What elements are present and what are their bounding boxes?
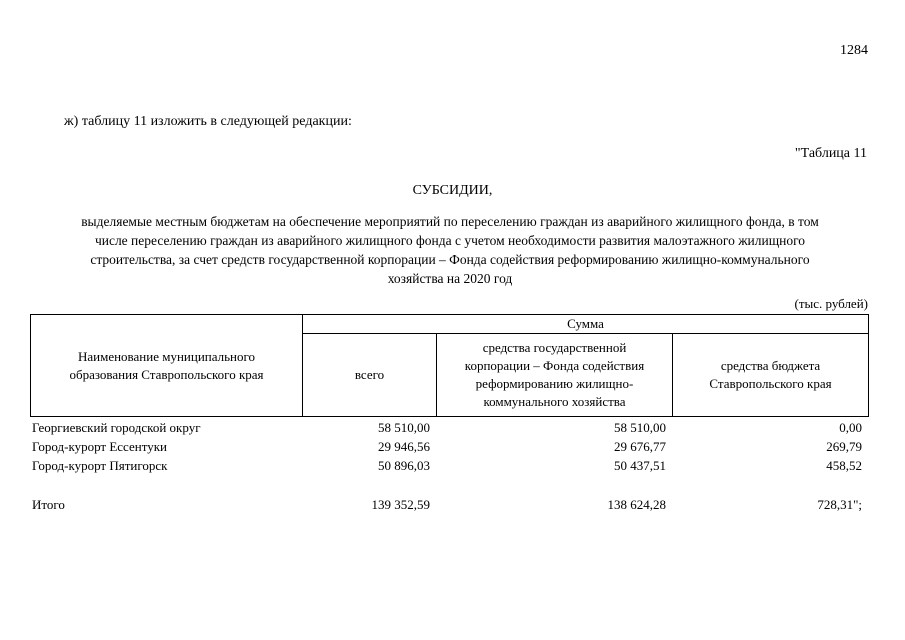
row-fund: 29 676,77 [614,439,666,454]
total-row-fund: 138 624,28 [607,497,666,512]
header-municipality-line: образования Ставропольского края [69,366,264,382]
instruction-text: ж) таблицу 11 изложить в следующей редакции: [64,114,352,129]
document-title: СУБСИДИИ, [412,183,493,198]
row-spacer [30,475,868,495]
header-total: всего [303,334,437,417]
table-row [30,418,868,437]
subtitle-line: числе переселению граждан из аварийного жилищного фонда с учетом необходимости развития малоэтажного жилищного [94,233,806,248]
header-fund [437,334,673,417]
total-row-budget: 728,31"; [817,497,862,512]
subtitle-line: строительства, за счет средств государственной корпорации – Фонда содействия реформированию жилищно-коммунального [90,252,810,267]
header-fund-line: реформированию жилищно- [475,376,634,391]
subsidies-table-header [30,314,869,417]
header-budget-line: Ставропольского края [709,376,832,391]
table-row [30,456,868,475]
header-budget-line: средства бюджета [720,358,821,373]
units-label: (тыс. рублей) [794,296,868,311]
header-municipality-line: Наименование муниципального [77,348,256,364]
total-row [30,495,868,514]
page-number: 1284 [840,43,868,58]
row-fund: 50 437,51 [614,458,666,473]
subtitle-line: выделяемые местным бюджетам на обеспечение мероприятий по переселению граждан из аварийного жилищного фонда, в том [81,214,819,229]
document-subtitle [30,212,870,288]
total-row-total: 139 352,59 [371,497,430,512]
row-total: 50 896,03 [378,458,430,473]
header-budget [673,334,869,417]
row-name: Георгиевский городской округ [32,420,201,435]
row-budget: 0,00 [839,420,862,435]
row-fund: 58 510,00 [614,420,666,435]
subsidies-table-body [30,418,868,514]
row-budget: 269,79 [826,439,862,454]
subtitle-line: хозяйства на 2020 год [387,271,513,286]
header-sum-group: Сумма [303,315,869,334]
table-row [30,437,868,456]
row-name: Город-курорт Пятигорск [32,458,168,473]
total-row-name: Итого [32,497,65,512]
row-total: 29 946,56 [378,439,430,454]
header-fund-line: корпорации – Фонда содействия [464,358,645,373]
row-total: 58 510,00 [378,420,430,435]
header-municipality [31,315,303,417]
table-label: "Таблица 11 [794,146,867,161]
row-name: Город-курорт Ессентуки [32,439,167,454]
header-fund-line: средства государственной [482,340,627,355]
row-budget: 458,52 [826,458,862,473]
header-fund-line: коммунального хозяйства [483,394,626,409]
